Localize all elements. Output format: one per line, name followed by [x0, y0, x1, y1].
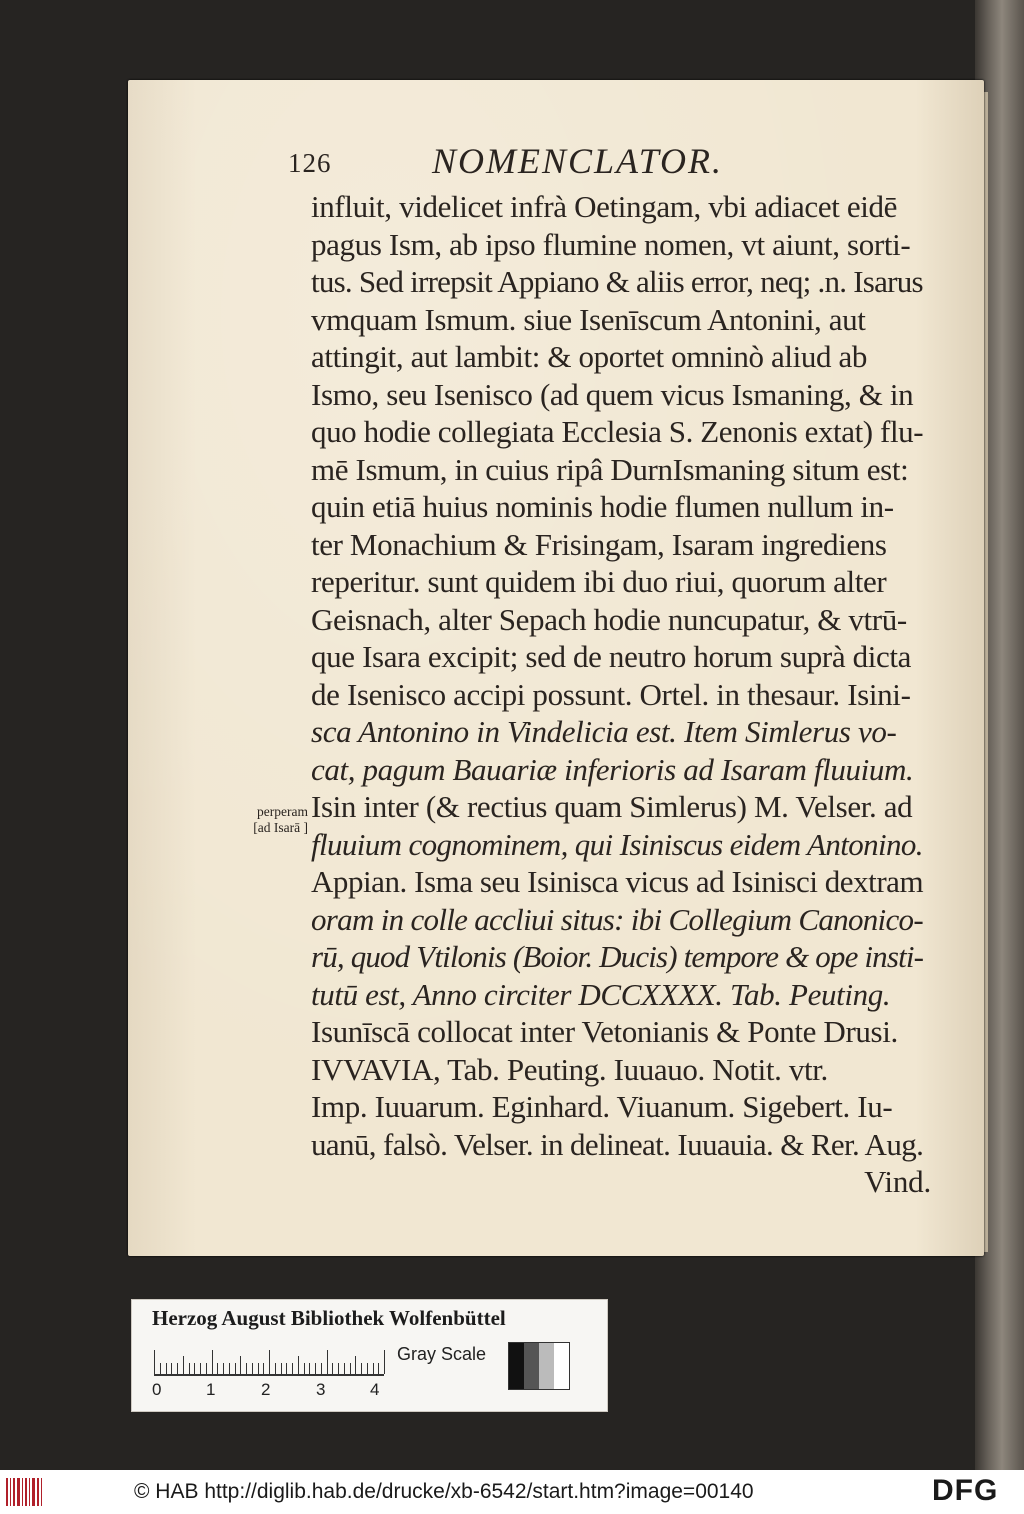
text-line: sca Antonino in Vindelicia est. Item Simlerus vo-	[311, 714, 897, 749]
text-line: mē Ismum, in cuius ripâ DurnIsmaning situm est:	[311, 451, 909, 487]
ruler-tick	[258, 1363, 259, 1374]
ruler-tick	[246, 1363, 247, 1374]
ruler-tick	[194, 1363, 195, 1374]
text-line: ter Monachium & Frisingam, Isaram ingrediens	[311, 526, 887, 562]
ruler-number: 1	[206, 1380, 216, 1399]
ruler-tick	[350, 1363, 351, 1374]
ruler-tick	[189, 1363, 190, 1374]
barcode-icon	[6, 1478, 48, 1506]
citation-link[interactable]: © HAB http://diglib.hab.de/drucke/xb-6542/start.htm?image=00140	[134, 1480, 754, 1503]
ruler-tick	[315, 1363, 316, 1374]
ruler-tick	[338, 1363, 339, 1374]
ruler-tick	[367, 1363, 368, 1374]
ruler-tick	[235, 1363, 236, 1374]
ruler-tick	[240, 1356, 241, 1374]
ruler-number: 4	[370, 1380, 380, 1399]
ruler-tick	[269, 1350, 270, 1374]
text-line: Isin inter (& rectius quam Simlerus) M. Velser. ad	[311, 789, 913, 824]
text-line: tutū est, Anno circiter DCCXXXX. Tab. Peuting.	[311, 976, 891, 1012]
ruler-tick	[166, 1363, 167, 1374]
dfg-logo: DFG	[932, 1474, 999, 1507]
ruler-tick	[206, 1363, 207, 1374]
gray-scale-swatch	[508, 1342, 570, 1390]
catchword: Vind.	[864, 1164, 931, 1199]
library-color-card	[131, 1299, 608, 1412]
ruler-tick	[275, 1363, 276, 1374]
ruler-tick	[327, 1350, 328, 1374]
ruler-tick	[378, 1363, 379, 1374]
page-number: 126	[288, 148, 332, 178]
page-body-text	[311, 188, 931, 1201]
text-line: rū, quod Vtilonis (Boior. Ducis) tempore & ope insti-	[311, 939, 924, 974]
text-line: Appian. Isma seu Isinisca vicus ad Isinisci dextram	[311, 864, 924, 899]
text-line: influit, videlicet infrà Oetingam, vbi adiacet eidē	[311, 189, 898, 224]
text-line: Ismo, seu Isenisco (ad quem vicus Ismaning, & in	[311, 376, 914, 412]
ruler-tick	[304, 1363, 305, 1374]
ruler-tick	[298, 1356, 299, 1374]
ruler-number: 0	[152, 1380, 162, 1399]
text-line: que Isara excipit; sed de neutro horum suprà dicta	[311, 639, 912, 674]
ruler-tick	[321, 1363, 322, 1374]
ruler-scale	[154, 1350, 384, 1374]
ruler-tick	[171, 1363, 172, 1374]
text-line: Geisnach, alter Sepach hodie nuncupatur, & vtrū-	[311, 601, 907, 637]
ruler-tick	[229, 1363, 230, 1374]
ruler-tick	[177, 1363, 178, 1374]
ruler-tick	[223, 1363, 224, 1374]
ruler-baseline	[154, 1374, 384, 1376]
ruler-tick	[212, 1350, 213, 1374]
ruler-tick	[263, 1363, 264, 1374]
margin-note-line: [ad Isarā ]	[253, 820, 308, 835]
text-line: quo hodie collegiata Ecclesia S. Zenonis extat) flu-	[311, 414, 924, 449]
text-line: Isunīscā collocat inter Vetonianis & Ponte Drusi.	[311, 1014, 898, 1049]
margin-note-line: perperam	[257, 804, 308, 819]
ruler-tick	[286, 1363, 287, 1374]
ruler-number: 2	[261, 1380, 271, 1399]
margin-note	[214, 804, 308, 836]
text-line: fluuium cognominem, qui Isiniscus eidem Antonino.	[311, 826, 923, 862]
ruler-number: 3	[316, 1380, 326, 1399]
ruler-tick	[361, 1363, 362, 1374]
ruler-tick	[183, 1356, 184, 1374]
ruler-tick	[355, 1356, 356, 1374]
ruler-tick	[160, 1363, 161, 1374]
ruler-tick	[200, 1363, 201, 1374]
text-line: oram in colle accliui situs: ibi Collegium Canonico-	[311, 901, 923, 937]
running-title: NOMENCLATOR.	[432, 141, 724, 181]
text-line: attingit, aut lambit: & oportet omninò aliud ab	[311, 339, 868, 374]
ruler-tick	[332, 1363, 333, 1374]
footer-bar	[0, 1470, 1024, 1514]
ruler-tick	[281, 1363, 282, 1374]
ruler-tick	[344, 1363, 345, 1374]
text-line: pagus Ism, ab ipso flumine nomen, vt aiunt, sorti-	[311, 226, 911, 262]
ruler-tick	[217, 1363, 218, 1374]
library-name: Herzog August Bibliothek Wolfenbüttel	[152, 1306, 506, 1330]
text-line: quin etiā huius nominis hodie flumen nullum in-	[311, 489, 894, 524]
ruler-tick	[252, 1363, 253, 1374]
ruler-tick	[373, 1363, 374, 1374]
text-line: IVVAVIA, Tab. Peuting. Iuuauo. Notit. vtr.	[311, 1051, 828, 1087]
text-line: tus. Sed irrepsit Appiano & aliis error, neq; .n. Isarus	[311, 264, 923, 299]
text-line: Imp. Iuuarum. Eginhard. Viuanum. Sigebert. Iu-	[311, 1089, 893, 1124]
text-line: vmquam Ismum. siue Isenīscum Antonini, aut	[311, 301, 866, 337]
ruler-tick	[384, 1350, 385, 1374]
ruler-tick	[309, 1363, 310, 1374]
text-line: uanū, falsò. Velser. in delineat. Iuuauia. & Rer. Aug.	[311, 1126, 924, 1162]
gray-scale-label: Gray Scale	[397, 1344, 487, 1364]
ruler-tick	[292, 1363, 293, 1374]
text-line: reperitur. sunt quidem ibi duo riui, quorum alter	[311, 564, 887, 599]
ruler-tick	[154, 1350, 155, 1374]
text-line: cat, pagum Bauariæ inferioris ad Isaram fluuium.	[311, 751, 914, 787]
text-line: de Isenisco accipi possunt. Ortel. in thesaur. Isini-	[311, 676, 911, 712]
